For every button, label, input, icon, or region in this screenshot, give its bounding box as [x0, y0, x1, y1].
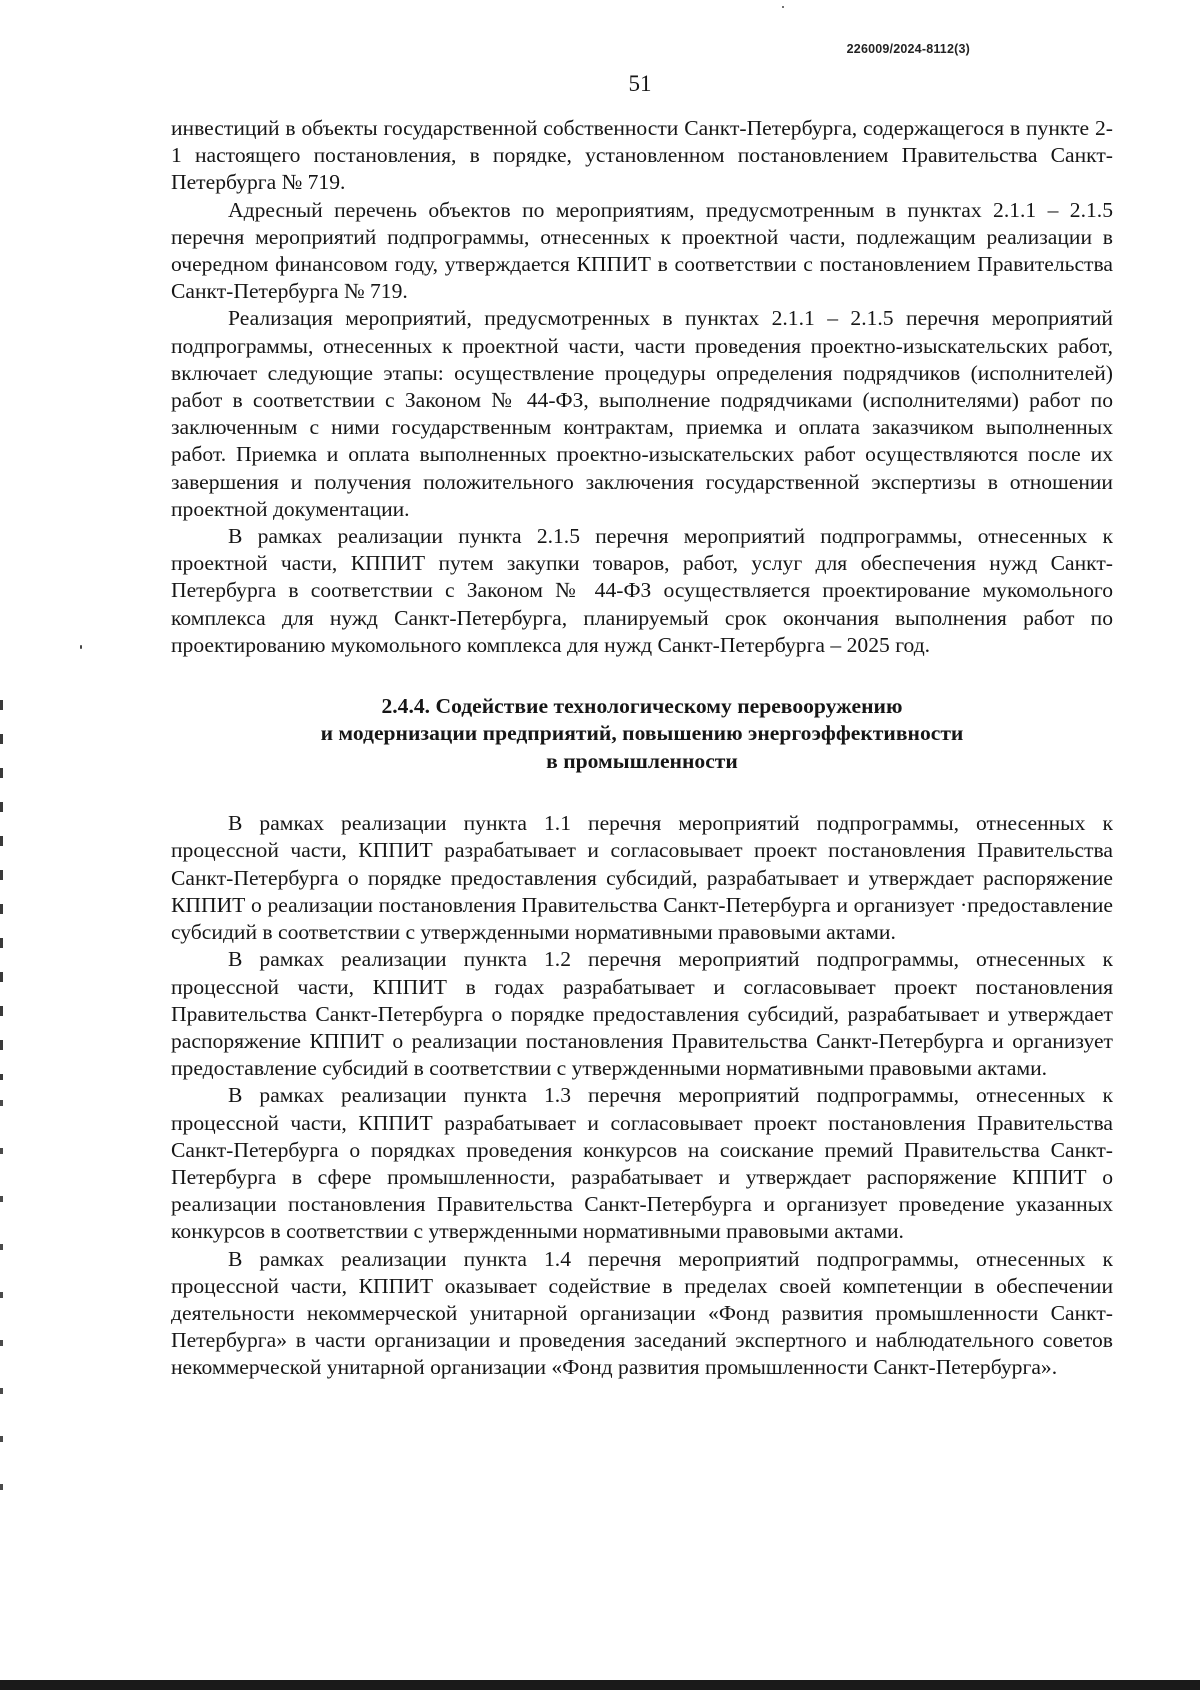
paragraph-item-1-3: В рамках реализации пункта 1.3 перечня мероприятий подпрограммы, отнесенных к процессной части, КППИТ разрабатывает и согласовывает проект постановления Правительства Санкт-Петербурга о порядках проведения конкурсов на соискание премий Правительства Санкт-Петербурга в сфере промышленности, разрабатывает и утверждает распоряжение КППИТ о реализации постановления Правительства Санкт-Петербурга и организует проведение указанных конкурсов в соответствии с утвержденными нормативными правовыми актами.: [171, 1083, 1113, 1244]
section-heading-line: 2.4.4. Содействие технологическому перевооружению: [381, 694, 903, 719]
document-id: 226009/2024-8112(3): [846, 42, 970, 56]
scan-speck: [80, 645, 82, 649]
scan-edge-mark: [0, 1100, 3, 1500]
section-heading-line: в промышленности: [546, 748, 738, 773]
paragraph-mill-complex-design: В рамках реализации пункта 2.1.5 перечня мероприятий подпрограммы, отнесенных к проектной части, КППИТ путем закупки товаров, работ, услуг для обеспечения нужд Санкт-Петербурга в соответствии с Законом № 44-ФЗ осуществляется проектирование мукомольного комплекса для нужд Санкт-Петербурга, планируемый срок окончания выполнения работ по проектированию мукомольного комплекса для нужд Санкт-Петербурга – 2025 год.: [171, 524, 1113, 657]
page-number: 51: [628, 71, 652, 96]
section-heading: [171, 693, 1113, 775]
paragraph-continuation: инвестиций в объекты государственной собственности Санкт-Петербурга, содержащегося в пункте 2-1 настоящего постановления, в порядке, установленном постановлением Правительства Санкт-Петербурга № 719.: [171, 116, 1113, 195]
scan-speck: [782, 6, 784, 8]
paragraph-item-1-2: В рамках реализации пункта 1.2 перечня мероприятий подпрограммы, отнесенных к процессной части, КППИТ в годах разрабатывает и согласовывает проект постановления Правительства Санкт-Петербурга о порядке предоставления субсидий, разрабатывает и утверждает распоряжение КППИТ о реализации постановления Правительства Санкт-Петербурга и организует предоставление субсидий в соответствии с утвержденными нормативными правовыми актами.: [171, 947, 1113, 1081]
paragraph-implementation-stages: Реализация мероприятий, предусмотренных в пунктах 2.1.1 – 2.1.5 перечня мероприятий подпрограммы, отнесенных к проектной части, части проведения проектно-изыскательских работ, включает следующие этапы: осуществление процедуры определения подрядчиков (исполнителей) работ в соответствии с Законом № 44-ФЗ, выполнение подрядчиками (исполнителями) работ по заключенным с ними государственным контрактам, приемка и оплата заказчиком выполненных работ. Приемка и оплата выполненных проектно-изыскательских работ осуществляются после их завершения и получения положительного заключения государственной экспертизы в отношении проектной документации.: [171, 306, 1113, 521]
paragraph-address-list: Адресный перечень объектов по мероприятиям, предусмотренным в пунктах 2.1.1 – 2.1.5 перечня мероприятий подпрограммы, отнесенных к проектной части, подлежащим реализации в очередном финансовом году, утверждается КППИТ в соответствии с постановлением Правительства Санкт-Петербурга № 719.: [171, 197, 1113, 304]
page-body: [171, 115, 1113, 1382]
paragraph-item-1-1: В рамках реализации пункта 1.1 перечня мероприятий подпрограммы, отнесенных к процессной части, КППИТ разрабатывает и согласовывает проект постановления Правительства Санкт-Петербурга о порядке предоставления субсидий, разрабатывает и утверждает распоряжение КППИТ о реализации постановления Правительства Санкт-Петербурга и организует ·предоставление субсидий в соответствии с утвержденными нормативными правовыми актами.: [171, 811, 1113, 945]
scan-edge-mark: [0, 700, 3, 1080]
paragraph-item-1-4: В рамках реализации пункта 1.4 перечня мероприятий подпрограммы, отнесенных к процессной части, КППИТ оказывает содействие в пределах своей компетенции в обеспечении деятельности некоммерческой унитарной организации «Фонд развития промышленности Санкт-Петербурга» в части организации и проведения заседаний экспертного и наблюдательного советов некоммерческой унитарной организации «Фонд развития промышленности Санкт-Петербурга».: [171, 1246, 1113, 1380]
scan-bottom-edge: [0, 1680, 1200, 1690]
section-heading-line: и модернизации предприятий, повышению энергоэффективности: [320, 721, 964, 746]
